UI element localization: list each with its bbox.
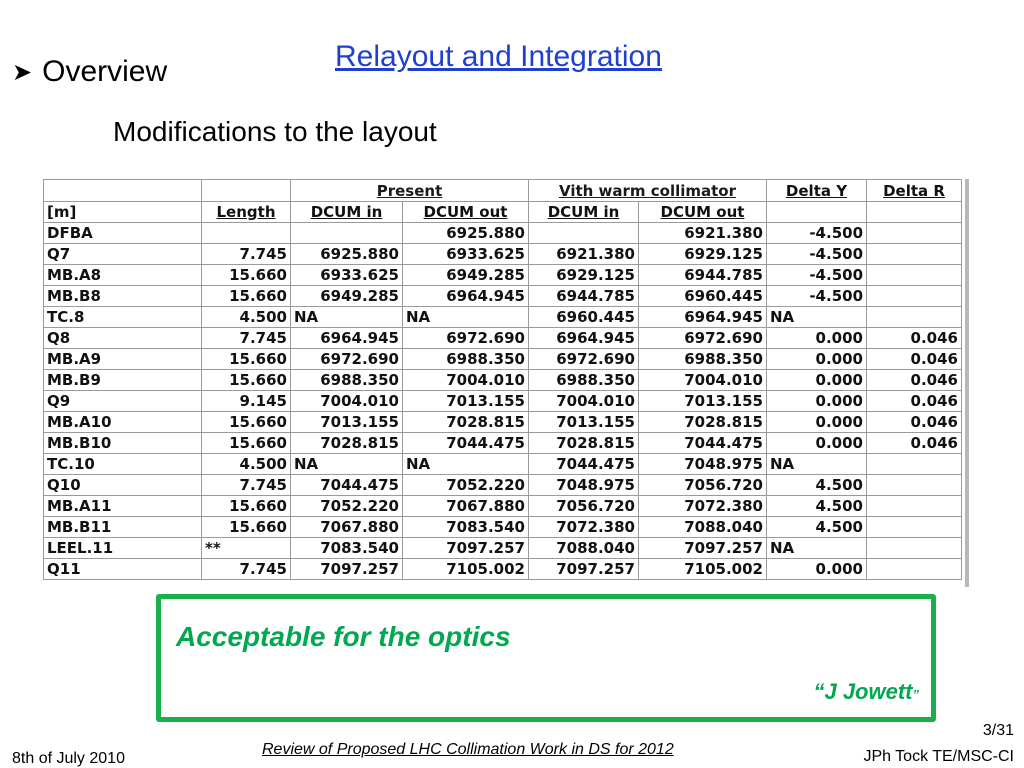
table-row [44,496,962,517]
table-header-present: Present [291,180,529,202]
table-cell: Q10 [44,475,202,496]
table-cell: NA [767,454,867,475]
quote-author-name: “J Jowett [813,679,913,704]
table-row [44,370,962,391]
table-cell: MB.B11 [44,517,202,538]
table-cell [867,517,962,538]
table-cell: 7088.040 [639,517,767,538]
table-cell [867,496,962,517]
table-cell: 6921.380 [639,223,767,244]
table-cell: 0.000 [767,370,867,391]
table-row [44,433,962,454]
table-cell: MB.A8 [44,265,202,286]
table-row [44,454,962,475]
table-cell [291,223,403,244]
table-cell: 6949.285 [403,265,529,286]
table-cell: -4.500 [767,223,867,244]
table-cell: MB.B10 [44,433,202,454]
table-cell [867,475,962,496]
table-row [44,307,962,328]
table-cell: 7048.975 [639,454,767,475]
table-cell: 7072.380 [529,517,639,538]
table-cell: MB.A9 [44,349,202,370]
table-cell: 15.660 [202,433,291,454]
table-cell: 9.145 [202,391,291,412]
table-header-warm-collimator: Vith warm collimator [529,180,767,202]
footer-presentation-title[interactable]: Review of Proposed LHC Collimation Work in DS for 2012 [262,741,674,758]
table-cell: 7044.475 [529,454,639,475]
table-cell: 7056.720 [639,475,767,496]
table-cell: 4.500 [767,475,867,496]
table-column-header [867,202,962,223]
table-row [44,559,962,580]
table-cell: NA [403,307,529,328]
quote-box [156,594,936,722]
table-cell: 7067.880 [291,517,403,538]
table-cell: 7067.880 [403,496,529,517]
table-cell: 7105.002 [403,559,529,580]
table-row [44,244,962,265]
table-cell: 7056.720 [529,496,639,517]
table-cell: 7044.475 [639,433,767,454]
table-cell: 0.000 [767,328,867,349]
table-cell [867,454,962,475]
table-header-empty [202,180,291,202]
table-column-header: DCUM in [529,202,639,223]
table-cell: 7013.155 [639,391,767,412]
table-cell: 7.745 [202,328,291,349]
table-cell: 0.000 [767,559,867,580]
layout-table [43,179,962,580]
quote-close-mark: ” [912,687,919,702]
table-header-delta-r: Delta R [867,180,962,202]
table-cell: 7105.002 [639,559,767,580]
table-column-header: DCUM in [291,202,403,223]
arrow-bullet-icon: ➤ [12,58,33,86]
table-cell [867,559,962,580]
table-cell: 7028.815 [529,433,639,454]
table-cell: 7028.815 [403,412,529,433]
table-cell [867,286,962,307]
table-cell: 6960.445 [529,307,639,328]
table-cell: NA [403,454,529,475]
table-header-delta-y: Delta Y [767,180,867,202]
table-cell: 7097.257 [639,538,767,559]
table-cell: 7097.257 [291,559,403,580]
table-cell: 6972.690 [291,349,403,370]
table-cell: 7.745 [202,559,291,580]
table-cell [202,223,291,244]
table-cell: 6925.880 [291,244,403,265]
table-cell: DFBA [44,223,202,244]
table-cell: 0.000 [767,391,867,412]
table-cell: 7052.220 [291,496,403,517]
table-cell [867,307,962,328]
table-cell: TC.8 [44,307,202,328]
table-cell: 6972.690 [403,328,529,349]
table-column-header: [m] [44,202,202,223]
table-cell: NA [291,454,403,475]
table-cell [867,223,962,244]
table-cell: 6972.690 [529,349,639,370]
table-cell: 6929.125 [639,244,767,265]
table-cell: 6949.285 [291,286,403,307]
table-cell: 6925.880 [403,223,529,244]
table-cell: 6972.690 [639,328,767,349]
table-cell: 7028.815 [639,412,767,433]
table-row [44,412,962,433]
table-cell: 7052.220 [403,475,529,496]
table-row [44,265,962,286]
layout-table-image [43,179,969,587]
table-row [44,475,962,496]
quote-text: Acceptable for the optics [176,621,511,652]
table-row [44,538,962,559]
table-cell [867,538,962,559]
table-cell: 0.046 [867,412,962,433]
table-cell: 0.046 [867,433,962,454]
table-cell: 6921.380 [529,244,639,265]
table-cell: 6944.785 [639,265,767,286]
footer-page-number: 3/31 [982,722,1014,739]
table-row [44,391,962,412]
table-row [44,223,962,244]
table-cell: Q11 [44,559,202,580]
slide-subtitle: Modifications to the layout [113,116,437,147]
table-cell: Q9 [44,391,202,412]
table-cell: LEEL.11 [44,538,202,559]
table-cell: 6944.785 [529,286,639,307]
table-cell: NA [291,307,403,328]
table-cell: 7028.815 [291,433,403,454]
table-cell: 15.660 [202,517,291,538]
table-cell: MB.B9 [44,370,202,391]
table-cell: 6988.350 [403,349,529,370]
table-cell: 7097.257 [529,559,639,580]
quote-author [813,679,919,705]
table-cell: 15.660 [202,370,291,391]
table-cell: -4.500 [767,286,867,307]
table-cell: 6933.625 [291,265,403,286]
table-cell [529,223,639,244]
table-cell: 0.046 [867,328,962,349]
table-group-header-row [44,180,962,202]
table-column-header-row [44,202,962,223]
table-row [44,286,962,307]
footer-author: JPh Tock TE/MSC-CI [863,748,1014,765]
table-cell: 7088.040 [529,538,639,559]
table-cell: 7004.010 [291,391,403,412]
table-cell [867,244,962,265]
table-cell: 4.500 [767,517,867,538]
table-cell: NA [767,538,867,559]
overview-bullet [12,55,167,89]
table-cell: 0.046 [867,349,962,370]
table-cell: 7.745 [202,244,291,265]
table-cell: ** [202,538,291,559]
table-cell: MB.A10 [44,412,202,433]
table-cell: 6964.945 [403,286,529,307]
table-cell: Q7 [44,244,202,265]
table-cell: 0.000 [767,349,867,370]
table-cell: 7044.475 [291,475,403,496]
table-cell: 6960.445 [639,286,767,307]
table-cell: NA [767,307,867,328]
table-cell: 15.660 [202,496,291,517]
table-cell: 7013.155 [291,412,403,433]
table-cell: 6988.350 [291,370,403,391]
table-cell: 6964.945 [291,328,403,349]
table-cell: TC.10 [44,454,202,475]
table-row [44,517,962,538]
table-cell: 6933.625 [403,244,529,265]
table-cell: 7004.010 [403,370,529,391]
slide-title[interactable]: Relayout and Integration [335,40,662,73]
table-cell: 4.500 [767,496,867,517]
table-cell: MB.A11 [44,496,202,517]
table-cell: 0.046 [867,370,962,391]
table-cell: 4.500 [202,307,291,328]
table-header-empty [44,180,202,202]
table-cell: 7004.010 [529,391,639,412]
table-cell: 7083.540 [403,517,529,538]
table-cell: 6964.945 [639,307,767,328]
table-cell: 15.660 [202,412,291,433]
table-column-header: DCUM out [639,202,767,223]
table-cell: -4.500 [767,244,867,265]
table-cell: 7048.975 [529,475,639,496]
table-cell [867,265,962,286]
table-cell: 7004.010 [639,370,767,391]
table-cell: -4.500 [767,265,867,286]
table-cell: Q8 [44,328,202,349]
table-cell: 7097.257 [403,538,529,559]
table-cell: 15.660 [202,349,291,370]
table-row [44,349,962,370]
table-column-header: Length [202,202,291,223]
table-cell: 4.500 [202,454,291,475]
table-cell: 7044.475 [403,433,529,454]
table-column-header [767,202,867,223]
table-cell: 7072.380 [639,496,767,517]
table-cell: 7013.155 [529,412,639,433]
table-cell: 15.660 [202,265,291,286]
table-cell: 7083.540 [291,538,403,559]
table-cell: 6929.125 [529,265,639,286]
table-row [44,328,962,349]
table-cell: 0.000 [767,412,867,433]
table-cell: 7013.155 [403,391,529,412]
overview-label: Overview [42,55,168,88]
table-cell: 0.000 [767,433,867,454]
table-cell: MB.B8 [44,286,202,307]
table-cell: 0.046 [867,391,962,412]
table-cell: 15.660 [202,286,291,307]
table-cell: 6988.350 [639,349,767,370]
table-column-header: DCUM out [403,202,529,223]
table-cell: 6988.350 [529,370,639,391]
table-cell: 6964.945 [529,328,639,349]
table-cell: 7.745 [202,475,291,496]
footer-date: 8th of July 2010 [12,750,125,767]
